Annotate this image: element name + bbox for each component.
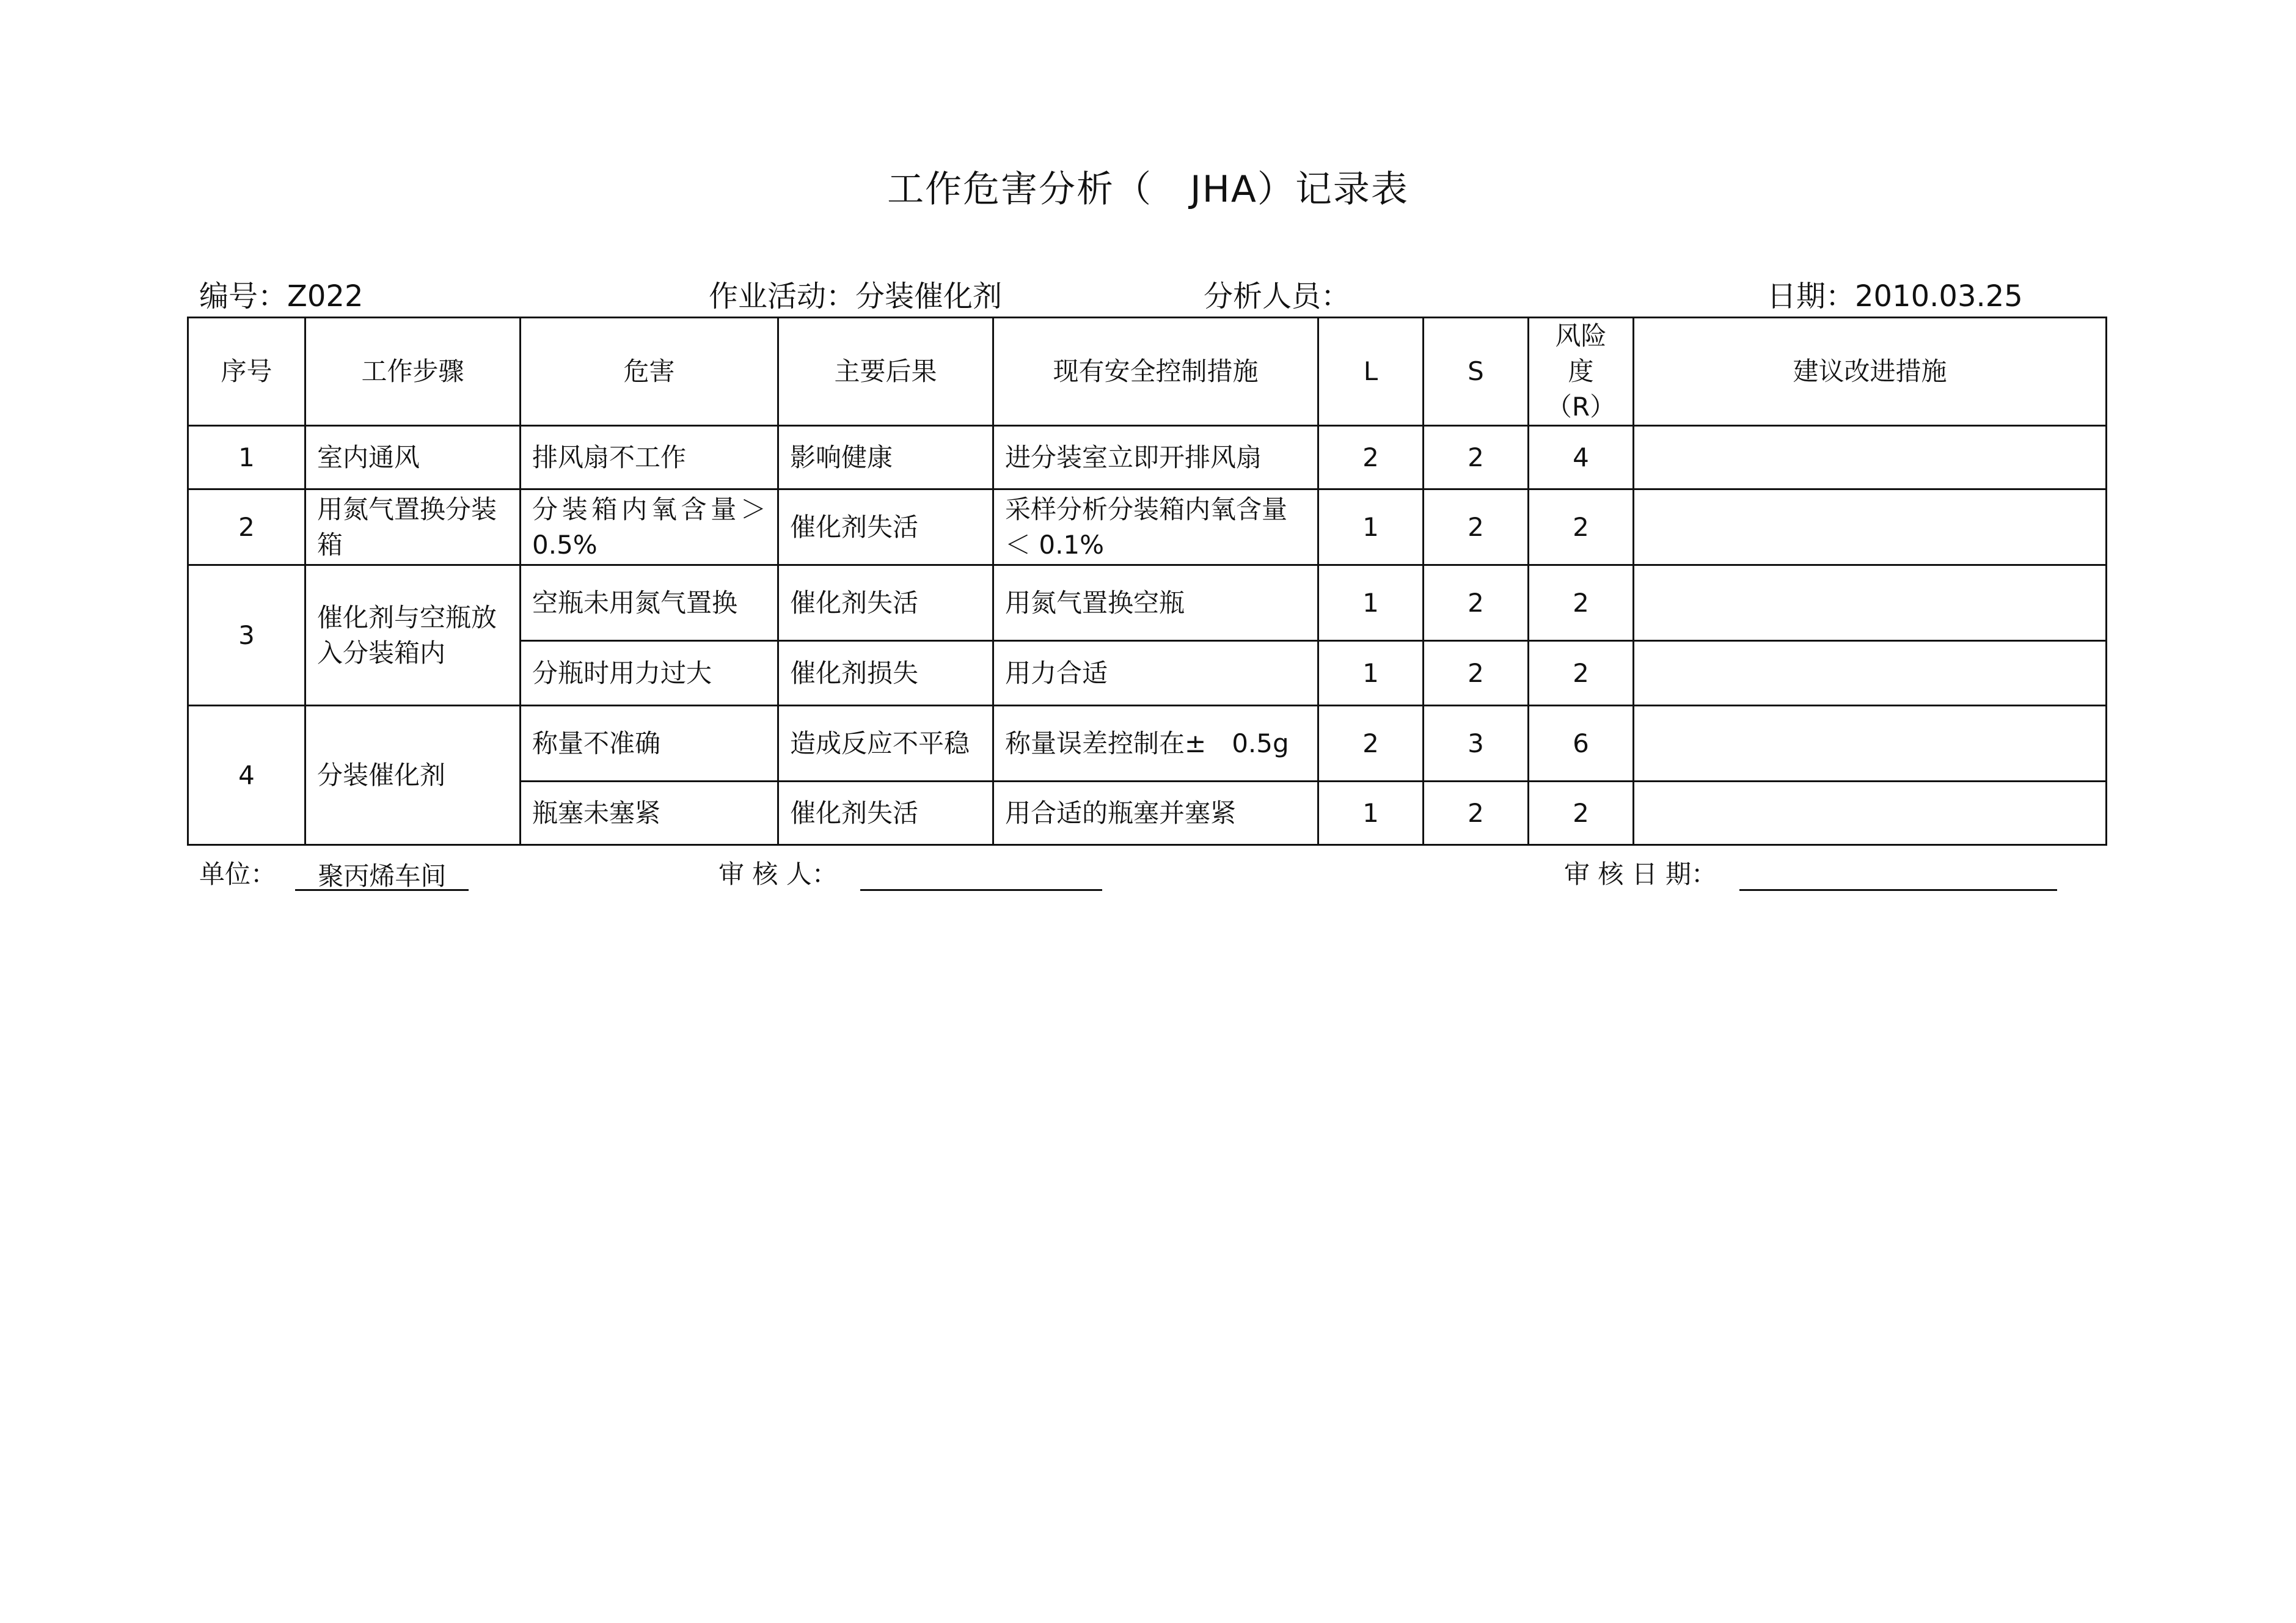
cell-step: 室内通风	[305, 426, 521, 489]
cell-l: 1	[1318, 782, 1424, 845]
header-controls: 现有安全控制措施	[993, 318, 1318, 426]
cell-consequence: 催化剂损失	[778, 641, 993, 706]
reviewer-line	[860, 856, 1102, 891]
cell-risk: 2	[1529, 565, 1634, 641]
analyst-label: 分析人员：	[1204, 279, 1351, 313]
cell-improve	[1634, 489, 2107, 565]
cell-consequence: 催化剂失活	[778, 489, 993, 565]
cell-controls: 用氮气置换空瓶	[993, 565, 1318, 641]
table-header-row	[188, 318, 2107, 426]
cell-consequence: 影响健康	[778, 426, 993, 489]
cell-step: 催化剂与空瓶放入分装箱内	[305, 565, 521, 706]
review-date-field	[1564, 854, 2057, 891]
cell-step: 用氮气置换分装箱	[305, 489, 521, 565]
table-row	[188, 565, 2107, 641]
cell-controls: 用力合适	[993, 641, 1318, 706]
unit-value: 聚丙烯车间	[295, 856, 469, 891]
reviewer-label: 审 核 人：	[718, 859, 838, 889]
cell-s: 3	[1424, 706, 1529, 782]
review-date-label: 审 核 日 期：	[1564, 859, 1717, 889]
table-row	[188, 489, 2107, 565]
cell-improve	[1634, 641, 2107, 706]
cell-risk: 6	[1529, 706, 1634, 782]
header-consequence: 主要后果	[778, 318, 993, 426]
cell-s: 2	[1424, 782, 1529, 845]
cell-s: 2	[1424, 489, 1529, 565]
page-title: 工作危害分析（ JHA）记录表	[887, 168, 1409, 211]
cell-l: 1	[1318, 489, 1424, 565]
cell-seq: 1	[188, 426, 305, 489]
reviewer-field	[718, 854, 1102, 891]
cell-controls: 采样分析分装箱内氧含量＜ 0.1%	[993, 489, 1318, 565]
cell-risk: 2	[1529, 641, 1634, 706]
cell-hazard: 称量不准确	[521, 706, 778, 782]
header-risk-line1: 风险	[1555, 321, 1607, 351]
header-l: L	[1318, 318, 1424, 426]
cell-controls: 称量误差控制在± 0.5g	[993, 706, 1318, 782]
cell-hazard: 分瓶时用力过大	[521, 641, 778, 706]
cell-controls: 用合适的瓶塞并塞紧	[993, 782, 1318, 845]
header-risk	[1529, 318, 1634, 426]
cell-controls: 进分装室立即开排风扇	[993, 426, 1318, 489]
cell-consequence: 催化剂失活	[778, 782, 993, 845]
cell-consequence: 造成反应不平稳	[778, 706, 993, 782]
analysis-date: 日期：2010.03.25	[1767, 279, 2023, 313]
header-seq: 序号	[188, 318, 305, 426]
header-hazard: 危害	[521, 318, 778, 426]
cell-hazard: 分装箱内氧含量＞0.5%	[521, 489, 778, 565]
cell-consequence: 催化剂失活	[778, 565, 993, 641]
header-risk-line2: 度（R）	[1546, 356, 1616, 422]
unit-field	[199, 854, 469, 891]
cell-improve	[1634, 565, 2107, 641]
cell-s: 2	[1424, 426, 1529, 489]
header-improve: 建议改进措施	[1634, 318, 2107, 426]
cell-l: 2	[1318, 706, 1424, 782]
table-row	[188, 426, 2107, 489]
cell-seq: 3	[188, 565, 305, 706]
work-activity: 作业活动：分装催化剂	[709, 279, 1003, 313]
cell-s: 2	[1424, 641, 1529, 706]
review-date-line	[1739, 856, 2057, 891]
cell-s: 2	[1424, 565, 1529, 641]
unit-label: 单位：	[199, 859, 277, 889]
cell-l: 1	[1318, 565, 1424, 641]
cell-hazard: 排风扇不工作	[521, 426, 778, 489]
table-row	[188, 706, 2107, 782]
header-step: 工作步骤	[305, 318, 521, 426]
cell-l: 1	[1318, 641, 1424, 706]
cell-improve	[1634, 426, 2107, 489]
cell-risk: 2	[1529, 782, 1634, 845]
jha-table	[187, 317, 2107, 846]
cell-seq: 4	[188, 706, 305, 845]
cell-hazard: 瓶塞未塞紧	[521, 782, 778, 845]
cell-improve	[1634, 782, 2107, 845]
cell-hazard: 空瓶未用氮气置换	[521, 565, 778, 641]
header-s: S	[1424, 318, 1529, 426]
cell-risk: 4	[1529, 426, 1634, 489]
cell-l: 2	[1318, 426, 1424, 489]
cell-step: 分装催化剂	[305, 706, 521, 845]
cell-seq: 2	[188, 489, 305, 565]
cell-risk: 2	[1529, 489, 1634, 565]
cell-improve	[1634, 706, 2107, 782]
form-number: 编号：Z022	[199, 279, 364, 313]
